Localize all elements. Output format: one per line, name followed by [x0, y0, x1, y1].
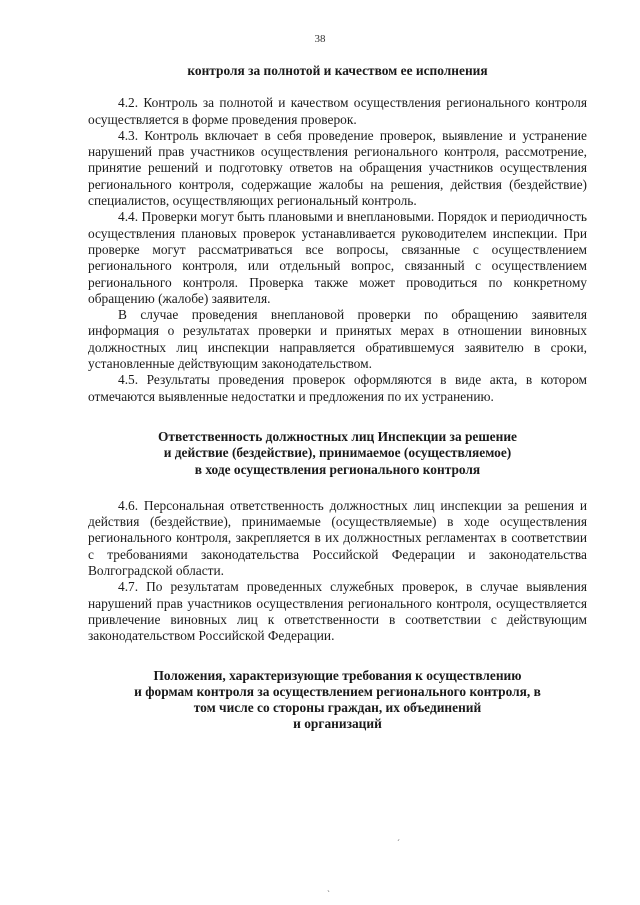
page-number: 38 [314, 33, 326, 45]
section-heading-control-requirements [88, 668, 587, 733]
paragraph-4-5: 4.5. Результаты проведения проверок оформляются в виде акта, в котором отмечаются выявленные недостатки и предложения по их устранению. [88, 372, 587, 404]
paragraph-4-6: 4.6. Персональная ответственность должностных лиц инспекции за решения и действия (бездействие), принимаемые (осуществляемые) в ходе осуществления регионального контроля, закрепляется в их должностных регламентах в соответствии с требованиями законодательства Российской Федерации и законодательства Волгоградской области. [88, 497, 587, 579]
paragraph-4-4: 4.4. Проверки могут быть плановыми и внеплановыми. Порядок и периодичность осуществления плановых проверок устанавливается руководителем инспекции. При проверке могут рассматриваться все вопросы, связанные с осуществлением регионального контроля, или отдельный вопрос, связанный с осуществлением регионального контроля. Проверка также может проводиться по конкретному обращению (жалобе) заявителя. [88, 209, 587, 306]
section-heading-responsibility [88, 429, 587, 478]
section-heading-continuation: контроля за полнотой и качеством ее исполнения [187, 63, 488, 78]
paragraph-4-7: 4.7. По результатам проведенных служебных проверок, в случае выявления нарушений прав участников осуществления регионального контроля, осуществляется привлечение виновных лиц к ответственности в соответствии с действующим законодательством Российской Федерации. [88, 579, 587, 644]
paragraph-unscheduled-inspection: В случае проведения внеплановой проверки по обращению заявителя информация о результатах проверки и принятых мерах в отношении виновных должностных лиц инспекции направляется обратившемуся заявителю в сроки, установленные действующим законодательством. [88, 307, 587, 372]
heading-line: и действие (бездействие), принимаемое (осуществляемое) [163, 445, 512, 461]
heading-line: в ходе осуществления регионального контроля [194, 461, 481, 477]
heading-line: и организаций [293, 716, 382, 732]
scan-speck: ˏ [327, 882, 330, 892]
paragraph-4-3: 4.3. Контроль включает в себя проведение проверок, выявление и устранение нарушений прав участников осуществления регионального контроля, рассмотрение, принятие решений и подготовку ответов на обращения участников осуществления регионального контроля, содержащие жалобы на решения, действия (бездействие) специалистов, осуществляющих региональный контроль. [88, 127, 587, 209]
page-content [88, 63, 587, 733]
heading-line: том числе со стороны граждан, их объединений [193, 700, 482, 716]
scan-speck: ´ [397, 838, 400, 848]
heading-line: и формам контроля за осуществлением регионального контроля, в [134, 683, 541, 699]
heading-line: Ответственность должностных лиц Инспекции за решение [157, 428, 517, 444]
paragraph-4-2: 4.2. Контроль за полнотой и качеством осуществления регионального контроля осуществляется в форме проведения проверок. [88, 95, 587, 127]
heading-line: Положения, характеризующие требования к осуществлению [153, 667, 522, 683]
